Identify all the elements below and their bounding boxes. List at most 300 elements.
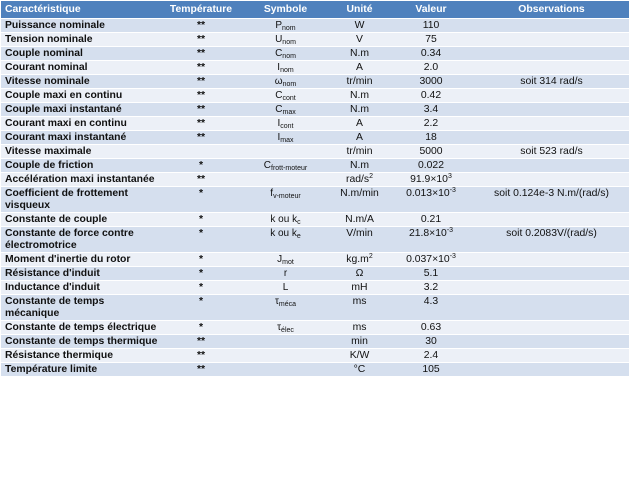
- unit-label: tr/min: [346, 146, 373, 157]
- characteristic-cell: [1, 267, 162, 281]
- observations-cell: [474, 281, 629, 295]
- value-exponent: -3: [449, 187, 456, 194]
- symbol-subscript: e: [296, 233, 301, 240]
- symbol-cell: [240, 103, 331, 117]
- temperature-marker: *: [198, 160, 204, 171]
- characteristic-label: Couple de friction: [5, 160, 94, 171]
- unit-label: tr/min: [346, 76, 373, 87]
- table-row: [1, 349, 629, 363]
- symbol-base: I: [277, 132, 281, 143]
- header-unit: Unité: [331, 1, 388, 19]
- header-temperature: Température: [162, 1, 240, 19]
- observations-cell: [474, 227, 629, 253]
- unit-cell: [331, 89, 388, 103]
- table-row: [1, 61, 629, 75]
- unit-label: N.m: [349, 104, 370, 115]
- unit-label: A: [356, 62, 363, 73]
- observations-cell: [474, 159, 629, 173]
- unit-cell: [331, 363, 388, 377]
- unit-label: A: [356, 132, 363, 143]
- value-cell: [388, 117, 474, 131]
- symbol-subscript: méca: [278, 301, 297, 308]
- temperature-marker: **: [196, 76, 206, 87]
- value-cell: [388, 187, 474, 213]
- temperature-cell: [162, 173, 240, 187]
- observations-cell: [474, 267, 629, 281]
- table-row: [1, 335, 629, 349]
- symbol-base: C: [275, 48, 283, 59]
- header-characteristic: Caractéristique: [1, 1, 162, 19]
- table-row: [1, 321, 629, 335]
- unit-label: min: [351, 336, 368, 347]
- characteristic-label: Vitesse maximale: [5, 146, 92, 157]
- symbol-cell: [240, 281, 331, 295]
- temperature-cell: [162, 213, 240, 227]
- temperature-cell: [162, 187, 240, 213]
- observations-cell: [474, 131, 629, 145]
- symbol-subscript: v-moteur: [273, 193, 301, 200]
- unit-label: N.m/A: [345, 214, 374, 225]
- motor-characteristics-table: [1, 1, 629, 377]
- unit-cell: [331, 61, 388, 75]
- value-cell: [388, 47, 474, 61]
- characteristic-cell: [1, 173, 162, 187]
- table-header: [1, 1, 629, 19]
- unit-label: Ω: [355, 268, 364, 279]
- temperature-marker: **: [196, 62, 206, 73]
- temperature-cell: [162, 335, 240, 349]
- unit-cell: [331, 47, 388, 61]
- unit-exponent: 2: [369, 173, 373, 180]
- observations-cell: [474, 103, 629, 117]
- symbol-cell: [240, 213, 331, 227]
- symbol-cell: [240, 267, 331, 281]
- observations-cell: [474, 89, 629, 103]
- characteristic-label: Moment d'inertie du rotor: [5, 254, 131, 265]
- temperature-cell: [162, 159, 240, 173]
- symbol-base: J: [277, 254, 283, 265]
- characteristic-cell: [1, 253, 162, 267]
- symbol-cell: [240, 75, 331, 89]
- symbol-subscript: nom: [282, 53, 296, 60]
- value-number: 5000: [419, 146, 443, 157]
- unit-cell: [331, 117, 388, 131]
- table-row: [1, 173, 629, 187]
- value-cell: [388, 173, 474, 187]
- unit-label: ms: [352, 322, 367, 333]
- unit-cell: [331, 33, 388, 47]
- characteristic-label: Accélération maxi instantanée: [5, 174, 155, 185]
- symbol-base: τ: [274, 296, 279, 307]
- table-row: [1, 363, 629, 377]
- observations-cell: [474, 19, 629, 33]
- value-cell: [388, 33, 474, 47]
- value-number: 30: [425, 336, 437, 347]
- unit-cell: [331, 321, 388, 335]
- symbol-cell: [240, 335, 331, 349]
- temperature-marker: **: [196, 336, 206, 347]
- table-row: [1, 213, 629, 227]
- value-number: 18: [425, 132, 437, 143]
- header-observations: Observations: [474, 1, 629, 19]
- temperature-marker: **: [196, 104, 206, 115]
- value-number: 3.2: [423, 282, 439, 293]
- temperature-marker: *: [198, 254, 204, 265]
- temperature-marker: **: [196, 20, 206, 31]
- symbol-base: k ou k: [270, 228, 297, 239]
- symbol-subscript: nom: [280, 67, 294, 74]
- symbol-subscript: max: [280, 137, 294, 144]
- symbol-base: L: [282, 282, 289, 293]
- observations-cell: [474, 363, 629, 377]
- observations-cell: [474, 335, 629, 349]
- table-row: [1, 33, 629, 47]
- temperature-cell: [162, 61, 240, 75]
- characteristic-cell: [1, 363, 162, 377]
- observation-text: soit 523 rad/s: [520, 146, 583, 157]
- unit-cell: [331, 267, 388, 281]
- unit-cell: [331, 103, 388, 117]
- value-cell: [388, 61, 474, 75]
- value-cell: [388, 213, 474, 227]
- unit-cell: [331, 187, 388, 213]
- table-row: [1, 103, 629, 117]
- characteristic-label: Constante de force contre électromotrice: [5, 228, 134, 251]
- characteristic-cell: [1, 187, 162, 213]
- symbol-cell: [240, 295, 331, 321]
- unit-cell: [331, 295, 388, 321]
- unit-label: A: [356, 118, 363, 129]
- unit-label: ms: [352, 296, 367, 307]
- value-cell: [388, 363, 474, 377]
- temperature-cell: [162, 33, 240, 47]
- observations-cell: [474, 213, 629, 227]
- temperature-marker: **: [196, 48, 206, 59]
- table-row: [1, 47, 629, 61]
- observation-text: soit 0.2083V/(rad/s): [506, 228, 597, 239]
- characteristic-label: Résistance thermique: [5, 350, 113, 361]
- symbol-base: I: [277, 118, 281, 129]
- value-cell: [388, 19, 474, 33]
- characteristic-label: Vitesse nominale: [5, 76, 90, 87]
- temperature-cell: [162, 19, 240, 33]
- value-cell: [388, 267, 474, 281]
- unit-label: N.m: [349, 90, 370, 101]
- value-number: 3.4: [423, 104, 439, 115]
- symbol-base: U: [275, 34, 283, 45]
- table-row: [1, 253, 629, 267]
- unit-cell: [331, 281, 388, 295]
- unit-cell: [331, 19, 388, 33]
- value-cell: [388, 335, 474, 349]
- unit-cell: [331, 173, 388, 187]
- value-number: 0.022: [417, 160, 444, 171]
- value-cell: [388, 349, 474, 363]
- temperature-cell: [162, 349, 240, 363]
- observations-cell: [474, 75, 629, 89]
- symbol-subscript: cont: [282, 95, 296, 102]
- symbol-base: C: [275, 90, 283, 101]
- observations-cell: [474, 349, 629, 363]
- characteristic-cell: [1, 213, 162, 227]
- unit-label: W: [354, 20, 365, 31]
- temperature-cell: [162, 281, 240, 295]
- characteristic-cell: [1, 47, 162, 61]
- temperature-marker: *: [198, 296, 204, 307]
- unit-label: N.m: [349, 160, 370, 171]
- value-cell: [388, 75, 474, 89]
- symbol-base: I: [277, 62, 281, 73]
- unit-cell: [331, 145, 388, 159]
- unit-label: mH: [351, 282, 368, 293]
- table-row: [1, 75, 629, 89]
- symbol-cell: [240, 159, 331, 173]
- observation-text: soit 314 rad/s: [520, 76, 583, 87]
- symbol-base: f: [270, 188, 274, 199]
- characteristic-cell: [1, 349, 162, 363]
- characteristic-cell: [1, 321, 162, 335]
- table-row: [1, 131, 629, 145]
- unit-label: V/min: [346, 228, 373, 239]
- characteristic-label: Constante de couple: [5, 214, 108, 225]
- temperature-cell: [162, 89, 240, 103]
- unit-label: V: [356, 34, 363, 45]
- observations-cell: [474, 61, 629, 75]
- value-number: 5.1: [423, 268, 439, 279]
- characteristic-cell: [1, 75, 162, 89]
- temperature-marker: *: [198, 228, 204, 239]
- temperature-cell: [162, 295, 240, 321]
- observations-cell: [474, 145, 629, 159]
- value-number: 2.4: [423, 350, 439, 361]
- value-cell: [388, 227, 474, 253]
- table-row: [1, 267, 629, 281]
- characteristic-cell: [1, 227, 162, 253]
- value-number: 0.63: [420, 322, 442, 333]
- temperature-cell: [162, 131, 240, 145]
- temperature-marker: **: [196, 364, 206, 375]
- temperature-marker: **: [196, 350, 206, 361]
- table-row: [1, 19, 629, 33]
- header-value: Valeur: [388, 1, 474, 19]
- symbol-cell: [240, 253, 331, 267]
- symbol-cell: [240, 321, 331, 335]
- table-body: [1, 19, 629, 377]
- unit-label: °C: [353, 364, 366, 375]
- temperature-marker: *: [198, 268, 204, 279]
- value-number: 2.0: [423, 62, 439, 73]
- unit-cell: [331, 227, 388, 253]
- observations-cell: [474, 321, 629, 335]
- characteristic-label: Couple maxi en continu: [5, 90, 123, 101]
- symbol-cell: [240, 89, 331, 103]
- characteristic-cell: [1, 335, 162, 349]
- characteristic-cell: [1, 131, 162, 145]
- temperature-marker: **: [196, 34, 206, 45]
- symbol-cell: [240, 145, 331, 159]
- characteristic-label: Courant maxi instantané: [5, 132, 127, 143]
- temperature-cell: [162, 103, 240, 117]
- temperature-marker: *: [198, 282, 204, 293]
- symbol-cell: [240, 363, 331, 377]
- unit-label: N.m/min: [340, 188, 379, 199]
- unit-cell: [331, 253, 388, 267]
- observations-cell: [474, 253, 629, 267]
- table-row: [1, 295, 629, 321]
- symbol-cell: [240, 227, 331, 253]
- characteristic-cell: [1, 159, 162, 173]
- symbol-cell: [240, 117, 331, 131]
- temperature-cell: [162, 117, 240, 131]
- value-cell: [388, 295, 474, 321]
- value-number: 0.21: [420, 214, 442, 225]
- symbol-subscript: max: [282, 109, 296, 116]
- value-cell: [388, 103, 474, 117]
- characteristic-label: Constante de temps thermique: [5, 336, 158, 347]
- value-number: 2.2: [423, 118, 439, 129]
- symbol-cell: [240, 47, 331, 61]
- temperature-cell: [162, 47, 240, 61]
- characteristic-label: Courant nominal: [5, 62, 88, 73]
- unit-cell: [331, 213, 388, 227]
- characteristic-label: Coefficient de frottement visqueux: [5, 188, 128, 211]
- value-number: 21.8×10: [408, 228, 447, 239]
- symbol-base: τ: [277, 322, 282, 333]
- unit-label: K/W: [349, 350, 370, 361]
- symbol-subscript: nom: [282, 25, 296, 32]
- value-cell: [388, 281, 474, 295]
- temperature-cell: [162, 75, 240, 89]
- symbol-cell: [240, 173, 331, 187]
- characteristic-cell: [1, 89, 162, 103]
- temperature-marker: **: [196, 118, 206, 129]
- unit-cell: [331, 75, 388, 89]
- temperature-cell: [162, 321, 240, 335]
- characteristic-label: Tension nominale: [5, 34, 93, 45]
- value-number: 0.013×10: [406, 188, 450, 199]
- characteristic-cell: [1, 295, 162, 321]
- value-number: 0.037×10: [406, 254, 450, 265]
- symbol-subscript: frott-moteur: [271, 165, 308, 172]
- header-symbol: Symbole: [240, 1, 331, 19]
- value-cell: [388, 253, 474, 267]
- table-row: [1, 89, 629, 103]
- temperature-marker: *: [198, 214, 204, 225]
- observation-text: soit 0.124e-3 N.m/(rad/s): [494, 188, 609, 199]
- symbol-subscript: c: [297, 219, 301, 226]
- symbol-cell: [240, 19, 331, 33]
- symbol-cell: [240, 131, 331, 145]
- characteristic-label: Puissance nominale: [5, 20, 105, 31]
- value-cell: [388, 321, 474, 335]
- table-row: [1, 145, 629, 159]
- unit-label: kg.m: [346, 254, 369, 265]
- characteristic-cell: [1, 61, 162, 75]
- temperature-marker: *: [198, 322, 204, 333]
- observations-cell: [474, 47, 629, 61]
- table-row: [1, 281, 629, 295]
- temperature-marker: **: [196, 90, 206, 101]
- symbol-subscript: mot: [282, 259, 294, 266]
- unit-exponent: 2: [368, 253, 373, 260]
- symbol-cell: [240, 349, 331, 363]
- observations-cell: [474, 117, 629, 131]
- value-exponent: 3: [447, 173, 452, 180]
- symbol-base: P: [275, 20, 283, 31]
- value-exponent: -3: [446, 227, 454, 234]
- temperature-marker: **: [196, 132, 206, 143]
- table-row: [1, 159, 629, 173]
- unit-cell: [331, 335, 388, 349]
- symbol-cell: [240, 61, 331, 75]
- table-row: [1, 117, 629, 131]
- temperature-cell: [162, 253, 240, 267]
- characteristic-cell: [1, 33, 162, 47]
- symbol-base: C: [263, 160, 272, 171]
- symbol-base: C: [275, 104, 283, 115]
- unit-cell: [331, 159, 388, 173]
- value-exponent: -3: [449, 253, 456, 260]
- symbol-base: ω: [274, 76, 283, 87]
- value-number: 75: [425, 34, 437, 45]
- symbol-base: r: [283, 268, 288, 279]
- symbol-subscript: nom: [282, 81, 297, 88]
- characteristic-label: Constante de temps électrique: [5, 322, 157, 333]
- symbol-subscript: nom: [282, 39, 296, 46]
- value-cell: [388, 145, 474, 159]
- unit-label: rad/s: [345, 174, 370, 185]
- symbol-subscript: cont: [280, 123, 294, 130]
- characteristic-cell: [1, 19, 162, 33]
- temperature-marker: *: [198, 188, 204, 199]
- characteristic-label: Courant maxi en continu: [5, 118, 127, 129]
- characteristic-label: Résistance d'induit: [5, 268, 100, 279]
- value-number: 110: [422, 20, 440, 31]
- observations-cell: [474, 173, 629, 187]
- value-number: 0.42: [420, 90, 442, 101]
- observations-cell: [474, 295, 629, 321]
- temperature-cell: [162, 227, 240, 253]
- value-cell: [388, 159, 474, 173]
- value-cell: [388, 89, 474, 103]
- table-row: [1, 227, 629, 253]
- value-number: 3000: [419, 76, 443, 87]
- characteristic-cell: [1, 145, 162, 159]
- characteristic-cell: [1, 281, 162, 295]
- unit-label: N.m: [349, 48, 370, 59]
- value-number: 91.9×10: [410, 174, 448, 185]
- temperature-cell: [162, 267, 240, 281]
- characteristic-label: Couple maxi instantané: [5, 104, 122, 115]
- characteristic-label: Inductance d'induit: [5, 282, 100, 293]
- characteristic-cell: [1, 117, 162, 131]
- observations-cell: [474, 187, 629, 213]
- unit-cell: [331, 131, 388, 145]
- value-number: 0.34: [420, 48, 442, 59]
- table-row: [1, 187, 629, 213]
- characteristic-label: Constante de temps mécanique: [5, 296, 105, 319]
- temperature-marker: **: [196, 174, 206, 185]
- characteristic-label: Couple nominal: [5, 48, 83, 59]
- temperature-cell: [162, 363, 240, 377]
- characteristic-cell: [1, 103, 162, 117]
- observations-cell: [474, 33, 629, 47]
- characteristic-label: Température limite: [5, 364, 98, 375]
- temperature-cell: [162, 145, 240, 159]
- symbol-base: k ou k: [270, 214, 298, 225]
- symbol-cell: [240, 187, 331, 213]
- symbol-cell: [240, 33, 331, 47]
